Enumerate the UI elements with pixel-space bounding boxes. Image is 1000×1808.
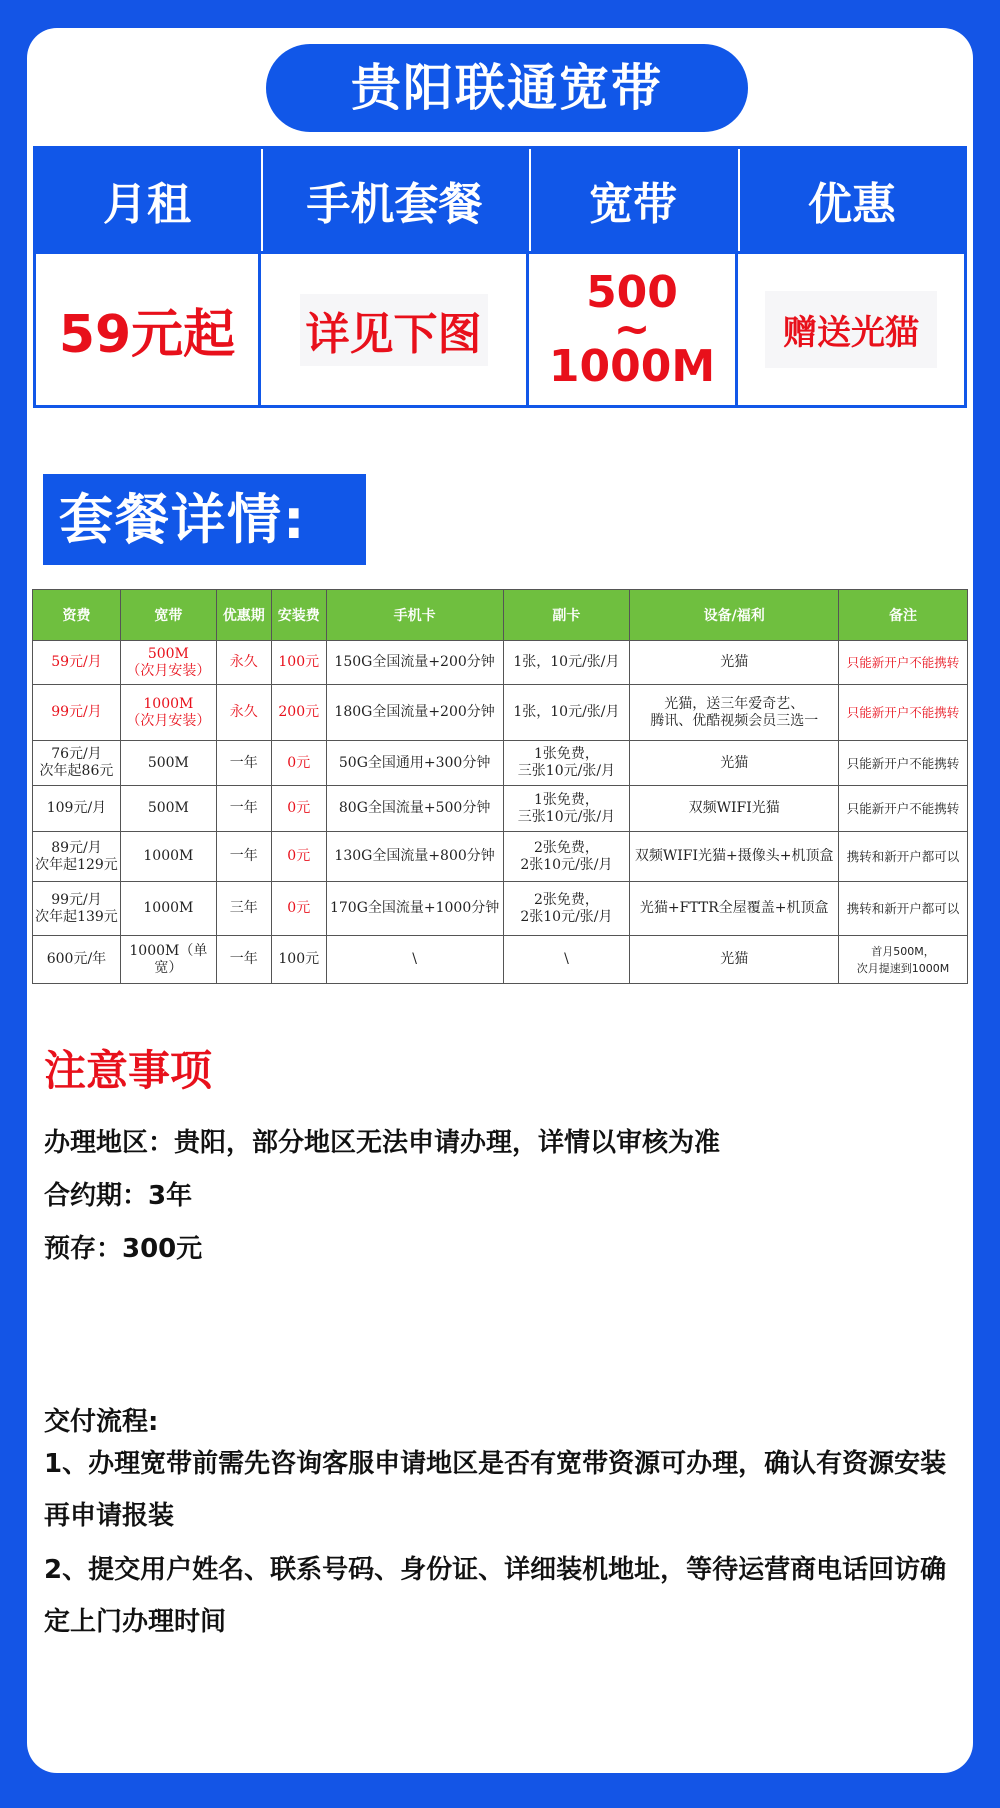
cell-fee: 59元/月 bbox=[33, 641, 121, 685]
cell-install-fee: 0元 bbox=[271, 832, 326, 882]
cell-promo-period: 一年 bbox=[216, 936, 271, 984]
notice-deposit: 预存：300元 bbox=[44, 1234, 203, 1264]
cell-sim-card: \ bbox=[326, 936, 503, 984]
cell-promo-period: 一年 bbox=[216, 741, 271, 786]
page-title: 贵阳联通宽带 bbox=[266, 44, 748, 132]
cell-sub-card: 1张免费， 三张10元/张/月 bbox=[503, 741, 630, 786]
summary-header-phone-plan: 手机套餐 bbox=[261, 149, 526, 251]
cell-equipment: 光猫，送三年爱奇艺、 腾讯、优酷视频会员三选一 bbox=[630, 685, 839, 741]
cell-equipment: 光猫 bbox=[630, 641, 839, 685]
summary-phone-plan-value: 详见下图 bbox=[261, 254, 526, 405]
cell-sim-card: 170G全国流量+1000分钟 bbox=[326, 882, 503, 936]
notice-title: 注意事项 bbox=[44, 1046, 213, 1095]
cell-equipment: 双频WIFI光猫+摄像头+机顶盒 bbox=[630, 832, 839, 882]
cell-remarks: 首月500M， 次月提速到1000M bbox=[839, 936, 968, 984]
cell-promo-period: 一年 bbox=[216, 832, 271, 882]
cell-promo-period: 一年 bbox=[216, 786, 271, 832]
cell-remarks: 携转和新开户都可以 bbox=[839, 882, 968, 936]
cell-sub-card: 1张，10元/张/月 bbox=[503, 641, 630, 685]
cell-sim-card: 130G全国流量+800分钟 bbox=[326, 832, 503, 882]
cell-promo-period: 永久 bbox=[216, 685, 271, 741]
broadband-max: 1000M bbox=[548, 340, 716, 392]
cell-sub-card: 2张免费， 2张10元/张/月 bbox=[503, 832, 630, 882]
cell-sub-card: 1张免费， 三张10元/张/月 bbox=[503, 786, 630, 832]
summary-header-offer: 优惠 bbox=[738, 149, 964, 251]
process-step-1: 1、办理宽带前需先咨询客服申请地区是否有宽带资源可办理，确认有资源安装再申请报装 bbox=[44, 1449, 947, 1531]
cell-remarks: 只能新开户不能携转 bbox=[839, 786, 968, 832]
cell-broadband: 1000M bbox=[120, 832, 216, 882]
table-row bbox=[33, 685, 968, 741]
cell-broadband: 1000M bbox=[120, 882, 216, 936]
summary-header-broadband: 宽带 bbox=[529, 149, 735, 251]
col-header-install-fee: 安装费 bbox=[271, 590, 326, 641]
cell-install-fee: 0元 bbox=[271, 786, 326, 832]
cell-sub-card: \ bbox=[503, 936, 630, 984]
cell-sub-card: 1张，10元/张/月 bbox=[503, 685, 630, 741]
cell-equipment: 双频WIFI光猫 bbox=[630, 786, 839, 832]
col-header-broadband: 宽带 bbox=[120, 590, 216, 641]
cell-promo-period: 三年 bbox=[216, 882, 271, 936]
cell-broadband: 1000M（单宽） bbox=[120, 936, 216, 984]
cell-equipment: 光猫 bbox=[630, 936, 839, 984]
summary-offer-value: 赠送光猫 bbox=[738, 254, 964, 405]
cell-install-fee: 100元 bbox=[271, 641, 326, 685]
plans-table bbox=[32, 589, 968, 984]
cell-fee: 600元/年 bbox=[33, 936, 121, 984]
cell-broadband: 1000M （次月安装） bbox=[120, 685, 216, 741]
broadband-tilde: ~ bbox=[613, 303, 651, 355]
poster-card bbox=[27, 28, 973, 1773]
col-header-remarks: 备注 bbox=[839, 590, 968, 641]
cell-remarks: 只能新开户不能携转 bbox=[839, 685, 968, 741]
table-row bbox=[33, 936, 968, 984]
col-header-fee: 资费 bbox=[33, 590, 121, 641]
table-row bbox=[33, 786, 968, 832]
cell-fee: 76元/月 次年起86元 bbox=[33, 741, 121, 786]
details-heading: 套餐详情: bbox=[43, 474, 366, 565]
cell-sim-card: 150G全国流量+200分钟 bbox=[326, 641, 503, 685]
table-row bbox=[33, 741, 968, 786]
cell-broadband: 500M bbox=[120, 786, 216, 832]
table-row bbox=[33, 832, 968, 882]
col-header-promo-period: 优惠期 bbox=[216, 590, 271, 641]
process-title: 交付流程: bbox=[44, 1407, 159, 1437]
cell-equipment: 光猫+FTTR全屋覆盖+机顶盒 bbox=[630, 882, 839, 936]
table-row bbox=[33, 641, 968, 685]
notice-region: 办理地区：贵阳，部分地区无法申请办理，详情以审核为准 bbox=[44, 1128, 721, 1158]
cell-sub-card: 2张免费， 2张10元/张/月 bbox=[503, 882, 630, 936]
cell-equipment: 光猫 bbox=[630, 741, 839, 786]
process-step-2: 2、提交用户姓名、联系号码、身份证、详细装机地址，等待运营商电话回访确定上门办理时间 bbox=[44, 1555, 947, 1637]
cell-sim-card: 50G全国通用+300分钟 bbox=[326, 741, 503, 786]
cell-fee: 99元/月 bbox=[33, 685, 121, 741]
cell-fee: 99元/月 次年起139元 bbox=[33, 882, 121, 936]
cell-remarks: 携转和新开户都可以 bbox=[839, 832, 968, 882]
col-header-equipment: 设备/福利 bbox=[630, 590, 839, 641]
cell-install-fee: 100元 bbox=[271, 936, 326, 984]
cell-promo-period: 永久 bbox=[216, 641, 271, 685]
summary-grid bbox=[33, 146, 967, 408]
notice-contract: 合约期：3年 bbox=[44, 1181, 193, 1211]
cell-broadband: 500M （次月安装） bbox=[120, 641, 216, 685]
broadband-min: 500 bbox=[586, 266, 678, 318]
summary-broadband-value bbox=[529, 254, 735, 405]
cell-sim-card: 80G全国流量+500分钟 bbox=[326, 786, 503, 832]
cell-sim-card: 180G全国流量+200分钟 bbox=[326, 685, 503, 741]
summary-header-monthly: 月租 bbox=[36, 149, 258, 251]
cell-install-fee: 200元 bbox=[271, 685, 326, 741]
cell-install-fee: 0元 bbox=[271, 882, 326, 936]
cell-install-fee: 0元 bbox=[271, 741, 326, 786]
cell-remarks: 只能新开户不能携转 bbox=[839, 741, 968, 786]
cell-remarks: 只能新开户不能携转 bbox=[839, 641, 968, 685]
plans-table-header bbox=[33, 590, 968, 641]
col-header-sim-card: 手机卡 bbox=[326, 590, 503, 641]
cell-broadband: 500M bbox=[120, 741, 216, 786]
table-row bbox=[33, 882, 968, 936]
col-header-sub-card: 副卡 bbox=[503, 590, 630, 641]
summary-monthly-value: 59元起 bbox=[36, 254, 258, 405]
cell-fee: 109元/月 bbox=[33, 786, 121, 832]
cell-fee: 89元/月 次年起129元 bbox=[33, 832, 121, 882]
